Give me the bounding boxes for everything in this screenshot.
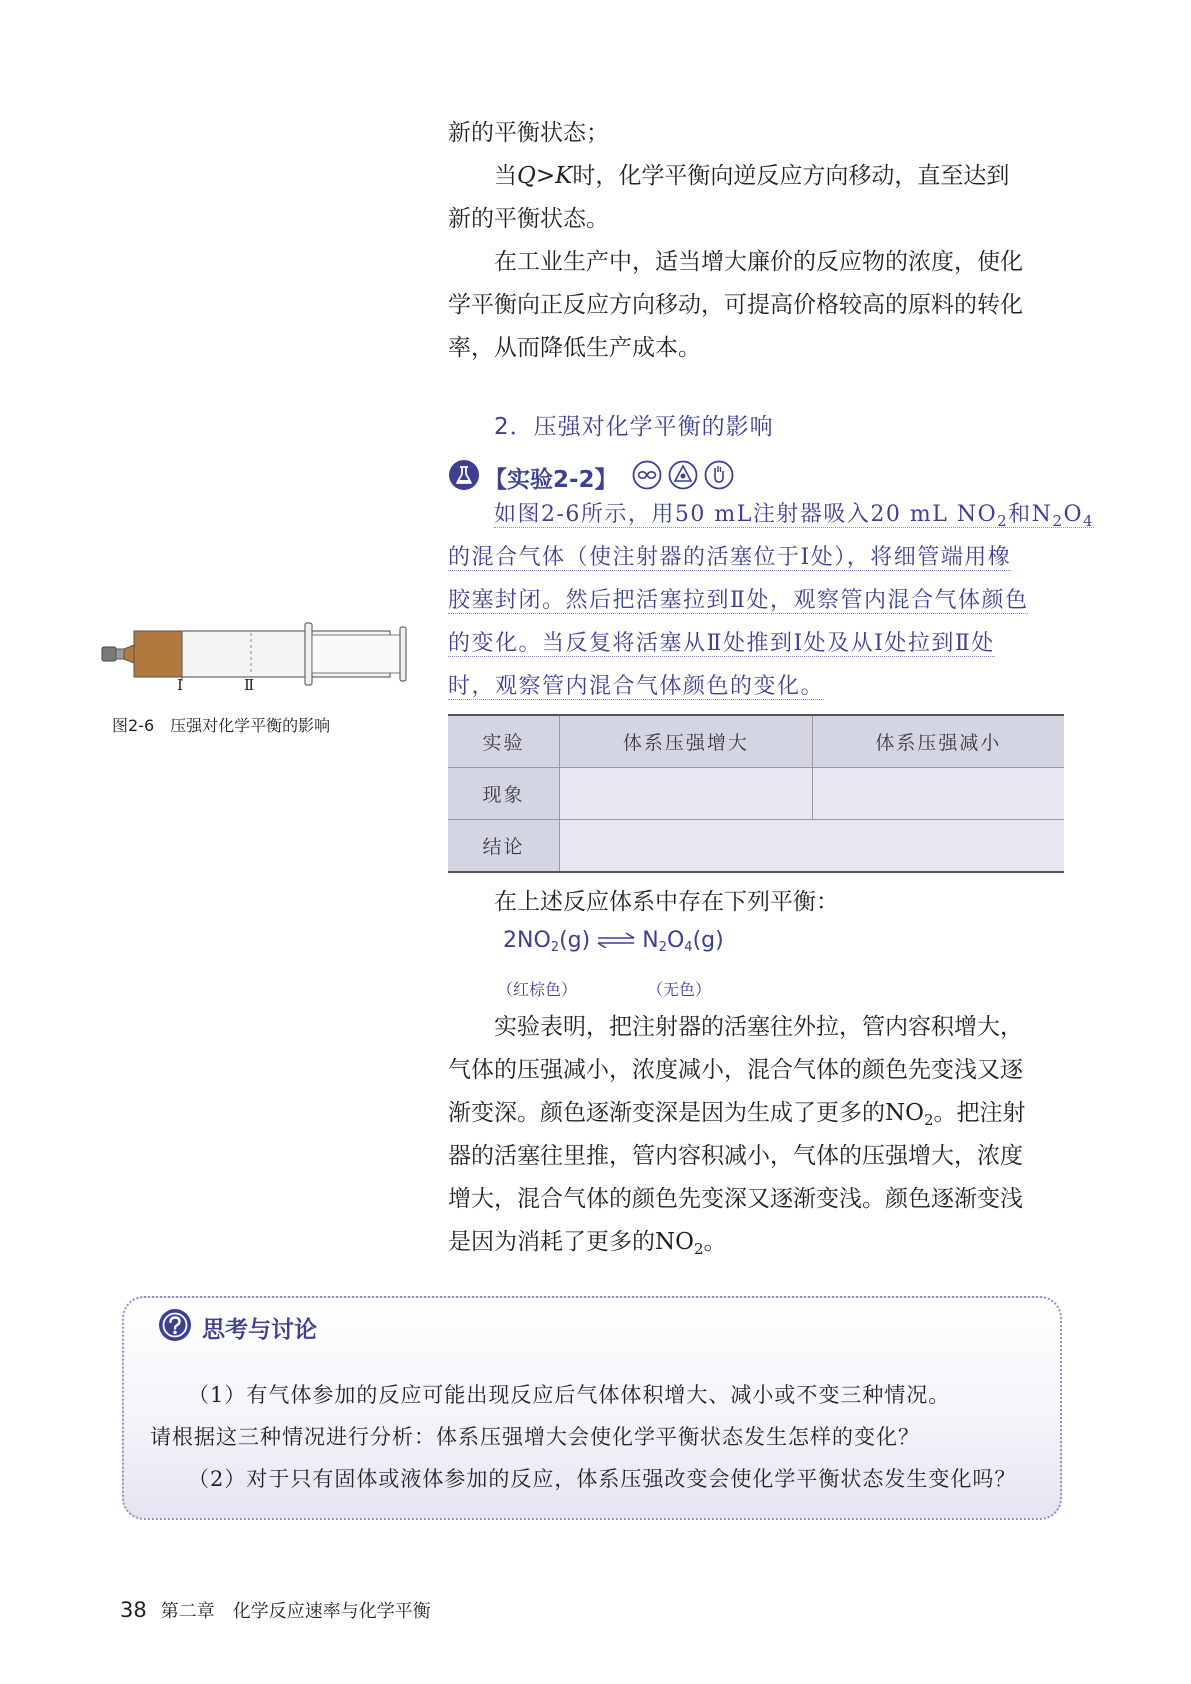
table-cell <box>560 768 813 820</box>
table-cell <box>812 768 1064 820</box>
syringe-figure <box>98 615 428 699</box>
section-heading: 2．压强对化学平衡的影响 <box>494 414 774 440</box>
table-row-label: 结论 <box>448 820 560 873</box>
paragraph-line: 器的活塞往里推，管内容积减小，气体的压强增大，浓度 <box>448 1143 1023 1169</box>
chapter-title: 第二章 化学反应速率与化学平衡 <box>160 1601 431 1622</box>
table-row <box>448 715 1064 768</box>
paragraph-line: 实验表明，把注射器的活塞往外拉，管内容积增大， <box>494 1014 1023 1040</box>
experiment-title <box>448 459 734 495</box>
paragraph-line: 增大，混合气体的颜色先变深又逐渐变浅。颜色逐渐变浅 <box>448 1186 1023 1212</box>
goggles-icon <box>632 460 662 494</box>
experiment-text-line: 的变化。当反复将活塞从Ⅱ处推到Ⅰ处及从Ⅰ处拉到Ⅱ处 <box>448 631 995 656</box>
paragraph-line: 当Q>K时，化学平衡向逆反应方向移动，直至达到 <box>494 163 1010 189</box>
paragraph-line: 是因为消耗了更多的$NO_2$。 <box>448 1229 727 1258</box>
experiment-text-line: 的混合气体（使注射器的活塞位于Ⅰ处），将细管端用橡 <box>448 545 1012 570</box>
table-header-cell: 实验 <box>448 715 560 768</box>
equilibrium-intro: 在上述反应体系中存在下列平衡： <box>494 889 839 915</box>
equation-right: N2O4(g) <box>642 928 724 955</box>
experiment-label: 【实验2-2】 <box>484 466 618 493</box>
ventilation-icon <box>668 460 698 494</box>
syringe-mark-1: Ⅰ <box>177 676 183 694</box>
discussion-question: （2）对于只有固体或液体参加的反应，体系压强改变会使化学平衡状态发生变化吗？ <box>188 1467 1017 1491</box>
table-header-cell: 体系压强增大 <box>560 715 813 768</box>
table-row-label: 现象 <box>448 768 560 820</box>
discussion-question: （1）有气体参加的反应可能出现反应后气体体积增大、减小或不变三种情况。 <box>188 1383 951 1407</box>
equilibrium-equation <box>503 928 724 955</box>
paragraph-line: 新的平衡状态； <box>448 120 609 146</box>
paragraph-line: 新的平衡状态。 <box>448 206 609 232</box>
paragraph-line: 率，从而降低生产成本。 <box>448 335 701 361</box>
page-footer <box>120 1597 431 1623</box>
experiment-text-line: 胶塞封闭。然后把活塞拉到Ⅱ处，观察管内混合气体颜色 <box>448 588 1029 613</box>
syringe-mark-2: Ⅱ <box>244 676 255 694</box>
experiment-table <box>448 714 1064 873</box>
color-label-left: （红棕色） <box>497 980 578 999</box>
hand-wash-icon <box>704 460 734 494</box>
question-icon <box>158 1308 192 1346</box>
paragraph-line: 气体的压强减小，浓度减小，混合气体的颜色先变浅又逐 <box>448 1057 1023 1083</box>
discussion-question: 请根据这三种情况进行分析：体系压强增大会使化学平衡状态发生怎样的变化？ <box>150 1425 920 1449</box>
table-row <box>448 768 1064 820</box>
experiment-text-line: 如图2-6所示，用50 mL注射器吸入20 mL $NO_2$和$N_2O_4$ <box>494 502 1095 530</box>
discussion-label: 思考与讨论 <box>202 1316 317 1343</box>
figure-caption: 图2-6 压强对化学平衡的影响 <box>112 716 331 735</box>
paragraph-line: 学平衡向正反应方向移动，可提高价格较高的原料的转化 <box>448 292 1023 318</box>
experiment-text-line: 时，观察管内混合气体颜色的变化。 <box>448 674 825 699</box>
paragraph-line: 渐变深。颜色逐渐变深是因为生成了更多的$NO_2$。把注射 <box>448 1100 1026 1129</box>
discussion-title <box>158 1308 317 1346</box>
table-row <box>448 820 1064 873</box>
equilibrium-arrow-icon <box>596 929 636 954</box>
equation-left: 2NO2(g) <box>503 928 591 955</box>
flask-icon <box>448 459 480 495</box>
table-cell <box>560 820 1065 873</box>
table-header-cell: 体系压强减小 <box>812 715 1064 768</box>
color-label-right: （无色） <box>647 980 712 999</box>
page-number: 38 <box>120 1598 147 1622</box>
paragraph-line: 在工业生产中，适当增大廉价的反应物的浓度，使化 <box>494 249 1023 275</box>
